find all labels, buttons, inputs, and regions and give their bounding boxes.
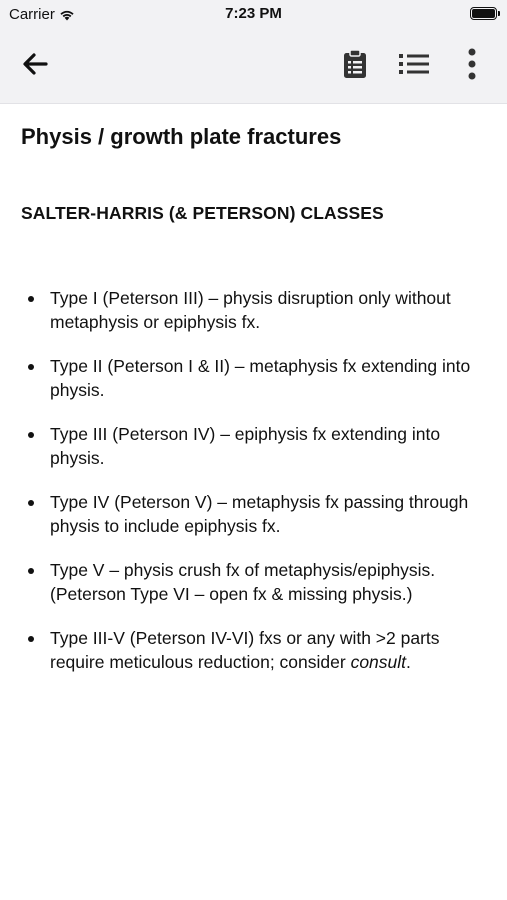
status-time: 7:23 PM	[225, 5, 282, 22]
bullet-icon	[28, 568, 34, 574]
section-heading: SALTER-HARRIS (& PETERSON) CLASSES	[21, 203, 384, 223]
more-vertical-icon	[467, 48, 477, 80]
more-options-button[interactable]	[450, 42, 494, 86]
classification-list	[26, 286, 496, 694]
status-bar	[0, 0, 507, 28]
clipboard-button[interactable]	[333, 42, 377, 86]
list-button[interactable]	[392, 42, 436, 86]
bullet-icon	[28, 432, 34, 438]
list-item-text: Type II (Peterson I & II) – metaphysis fx extending into physis.	[50, 356, 471, 400]
list-item	[26, 422, 496, 470]
list-icon	[398, 52, 430, 76]
consult-link[interactable]: consult	[350, 652, 407, 672]
list-item	[26, 354, 496, 402]
back-button[interactable]	[13, 42, 57, 86]
battery-icon	[470, 7, 497, 20]
bullet-icon	[28, 636, 34, 642]
bullet-icon	[28, 364, 34, 370]
list-item-text: Type V – physis crush fx of metaphysis/epiphysis. (Peterson Type VI – open fx & missing physis.)	[50, 560, 436, 604]
page-title: Physis / growth plate fractures	[21, 124, 342, 149]
list-item	[26, 626, 496, 674]
arrow-left-icon	[21, 52, 49, 76]
list-item-text: Type III-V (Peterson IV-VI) fxs or any with >2 parts require meticulous reduction; consider	[50, 628, 440, 672]
list-item	[26, 490, 496, 538]
top-toolbar	[0, 28, 507, 104]
list-item-suffix: .	[406, 652, 411, 672]
list-item-text: Type IV (Peterson V) – metaphysis fx passing through physis to include epiphysis fx.	[50, 492, 469, 536]
list-item-text: Type III (Peterson IV) – epiphysis fx extending into physis.	[50, 424, 441, 468]
list-item	[26, 286, 496, 334]
carrier-label: Carrier	[9, 6, 55, 23]
bullet-icon	[28, 296, 34, 302]
clipboard-icon	[343, 49, 367, 79]
bullet-icon	[28, 500, 34, 506]
list-item	[26, 558, 496, 606]
list-item-text: Type I (Peterson III) – physis disruption only without metaphysis or epiphysis fx.	[50, 288, 451, 332]
